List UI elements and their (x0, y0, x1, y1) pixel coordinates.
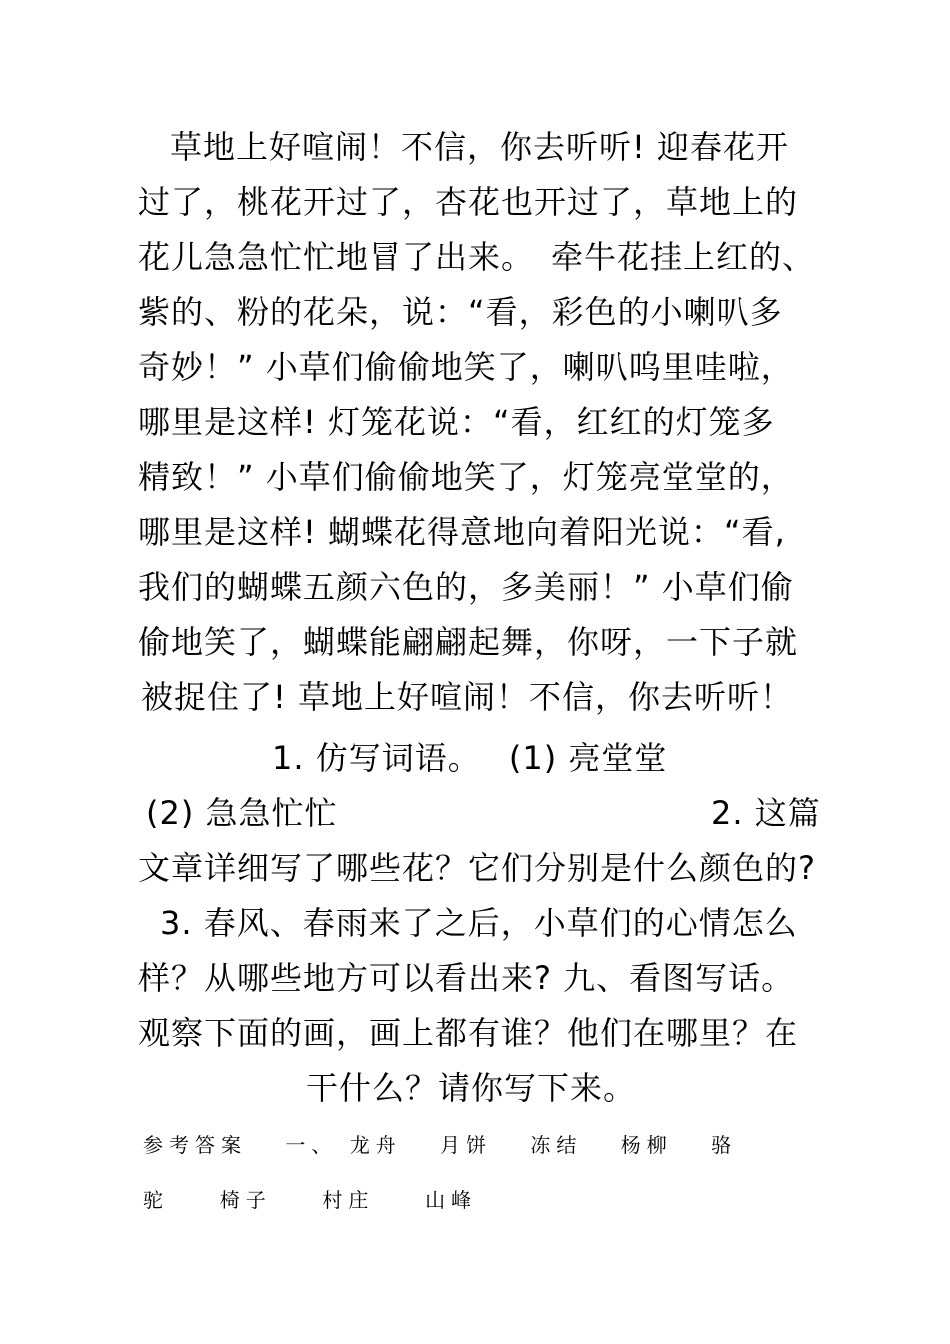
passage-line-7: 精致！” 小草们偷偷地笑了，灯笼亮堂堂的， (138, 458, 794, 496)
passage-line-6: 哪里是这样! 灯笼花说：“看，红红的灯笼多 (138, 403, 775, 441)
question-3-line-1: 3. 春风、春雨来了之后，小草们的心情怎么 (160, 904, 798, 942)
passage-line-5: 奇妙！” 小草们偷偷地笑了，喇叭呜里哇啦， (138, 348, 794, 386)
passage-line-3: 花儿急急忙忙地冒了出来。 牵牛花挂上红的、 (138, 238, 816, 276)
question-2-start: 2. 这篇 (711, 794, 821, 832)
passage-line-10: 偷地笑了，蝴蝶能翩翩起舞，你呀，一下子就 (138, 623, 799, 661)
question-1-part-2: (2) 急急忙忙 (146, 794, 338, 832)
passage-line-4: 紫的、粉的花朵，说：“看，彩色的小喇叭多 (138, 293, 783, 331)
passage-line-1: 草地上好喧闹！不信，你去听听! 迎春花开 (170, 128, 790, 166)
question-9-line-2: 干什么？请你写下来。 (306, 1069, 637, 1107)
question-3-line-2: 样？从哪些地方可以看出来? 九、看图写话。 (138, 959, 795, 997)
question-2-line: 文章详细写了哪些花？它们分别是什么颜色的? (138, 849, 816, 887)
passage-line-9: 我们的蝴蝶五颜六色的，多美丽！” 小草们偷 (138, 568, 794, 606)
question-9-line-1: 观察下面的画，画上都有谁？他们在哪里？在 (138, 1014, 799, 1052)
passage-line-11: 被捉住了! 草地上好喧闹！不信，你去听听！ (141, 678, 794, 716)
answers-line-2: 驼 椅子 村庄 山峰 (143, 1188, 478, 1212)
answers-line-1: 参考答案 一、 龙舟 月饼 冻结 杨柳 骆 (143, 1133, 738, 1157)
question-1-line: 1. 仿写词语。 (1) 亮堂堂 (272, 739, 668, 777)
passage-line-8: 哪里是这样! 蝴蝶花得意地向着阳光说：“看, (138, 513, 786, 551)
passage-line-2: 过了，桃花开过了，杏花也开过了，草地上的 (138, 183, 799, 221)
